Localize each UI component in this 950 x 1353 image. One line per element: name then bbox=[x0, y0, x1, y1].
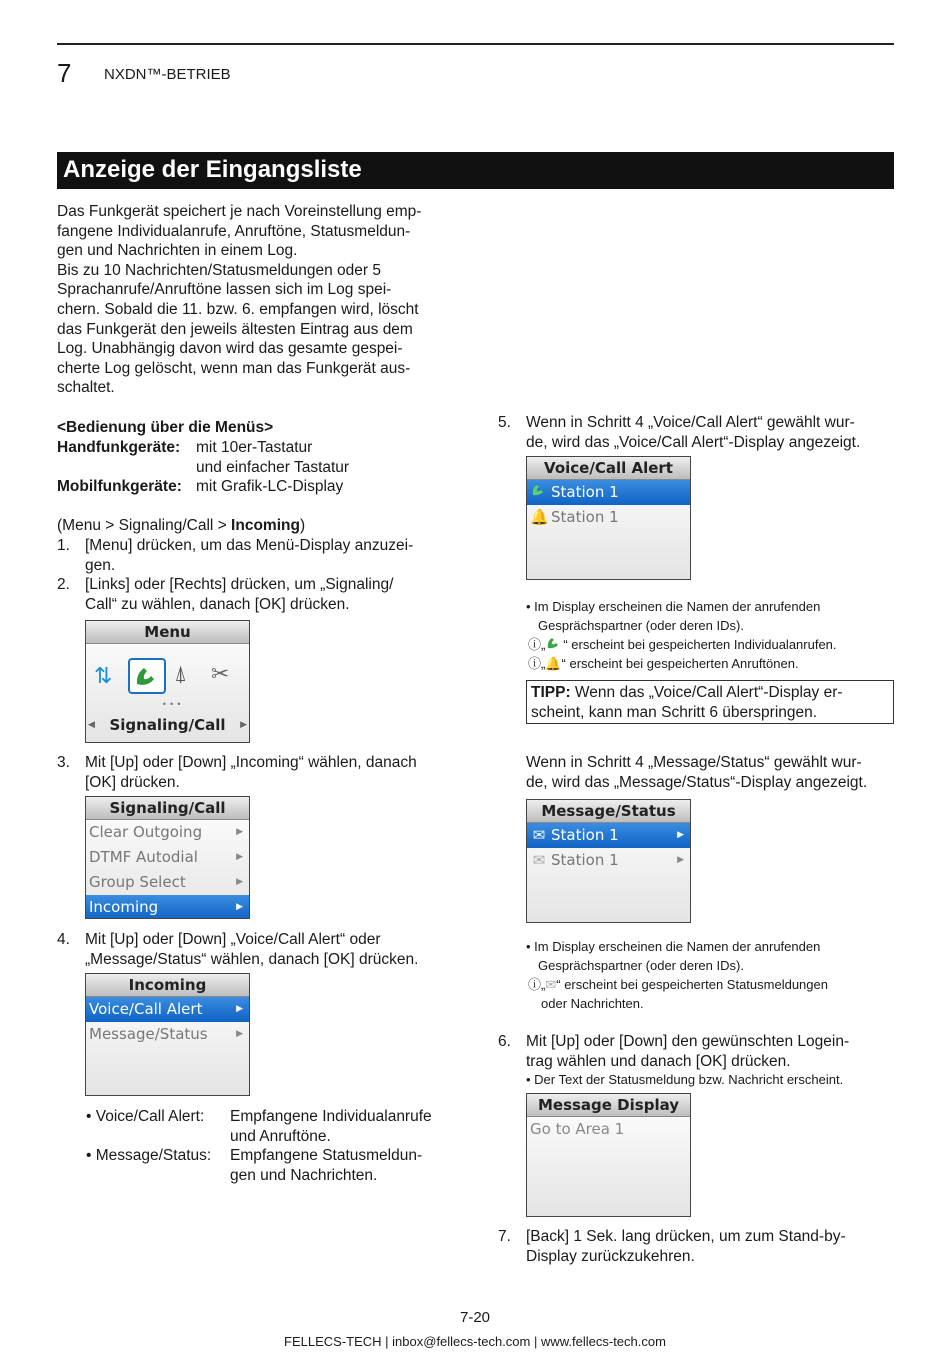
definition-term: • Message/Status: bbox=[86, 1147, 212, 1164]
intro-line: schaltet. bbox=[57, 379, 115, 397]
note-line: ⓘ„ “ erscheint bei gespeicherten Individualanrufen. bbox=[528, 635, 837, 655]
step-number: 3. bbox=[57, 754, 70, 771]
menu-op-heading: <Bedienung über die Menüs> bbox=[57, 419, 274, 436]
screen-title: Message Display bbox=[527, 1094, 690, 1117]
tip-label: TIPP: bbox=[531, 684, 571, 701]
list-item-selected: Station 1 bbox=[527, 480, 690, 505]
intro-line: chern. Sobald die 11. bzw. 6. empfangen wird, löscht bbox=[57, 300, 419, 318]
voice-call-alert-screen bbox=[526, 456, 691, 580]
intro-line: Sprachanrufe/Anruftöne lassen sich im Log spei- bbox=[57, 281, 392, 299]
note-bullet: • Im Display erscheinen die Namen der anrufenden Gesprächspartner (oder deren IDs). bbox=[526, 939, 821, 973]
definition-text: Empfangene Individualanrufe und Anruftöne. bbox=[230, 1108, 432, 1145]
step-text: Wenn in Schritt 4 „Message/Status“ gewählt wur- de, wird das „Message/Status“-Display angezeigt. bbox=[526, 754, 868, 791]
step-text: Mit [Up] oder [Down] „Incoming“ wählen, danach [OK] drücken. bbox=[85, 754, 417, 791]
step-text: [Links] oder [Rechts] drücken, um „Signaling/ Call“ zu wählen, danach [OK] drücken. bbox=[85, 576, 394, 613]
intro-line: Das Funkgerät speichert je nach Voreinstellung emp- bbox=[57, 203, 422, 220]
step-text: [Menu] drücken, um das Menü-Display anzuzei- gen. bbox=[85, 537, 414, 574]
message-text: Go to Area 1 bbox=[530, 1120, 625, 1138]
incoming-screen bbox=[85, 973, 250, 1096]
list-item: Clear Outgoing ▶ bbox=[86, 820, 249, 845]
note-bullet: • Der Text der Statusmeldung bzw. Nachricht erscheint. bbox=[526, 1072, 844, 1087]
step-number: 4. bbox=[57, 931, 70, 948]
info-icon: ⓘ„ bbox=[528, 656, 546, 671]
chevron-right-icon: ▶ bbox=[236, 1004, 243, 1014]
info-icon: ⓘ„ bbox=[528, 977, 546, 992]
step-text: Mit [Up] oder [Down] „Voice/Call Alert“ oder „Message/Status“ wählen, danach [OK] drücken. bbox=[85, 931, 419, 968]
right-arrow-icon: ▶ bbox=[240, 720, 247, 730]
menu-selected-label: Signaling/Call bbox=[109, 716, 226, 734]
list-item: Message/Status ▶ bbox=[86, 1022, 249, 1047]
intro-line: fangene Individualanrufe, Anruftöne, Statusmeldun- bbox=[57, 222, 411, 240]
list-item: Group Select ▶ bbox=[86, 870, 249, 895]
phone-icon bbox=[545, 636, 563, 655]
screen-title: Message/Status bbox=[527, 800, 690, 823]
section-banner bbox=[57, 152, 894, 189]
step-text: Mit [Up] oder [Down] den gewünschten Logein- trag wählen und danach [OK] drücken. bbox=[526, 1033, 850, 1070]
chevron-right-icon: ▶ bbox=[677, 830, 684, 840]
menu-footer bbox=[86, 714, 249, 740]
mobile-value: mit Grafik-LC-Display bbox=[196, 478, 344, 495]
step-number: 5. bbox=[498, 414, 511, 431]
menu-screen bbox=[85, 620, 250, 743]
chevron-right-icon: ▶ bbox=[677, 855, 684, 865]
note-line: ⓘ„✉“ erscheint bei gespeicherten Statusmeldungen oder Nachrichten. bbox=[528, 977, 828, 1011]
envelope-icon: ✉ bbox=[532, 826, 546, 844]
list-item-selected: ✉ Station 1 ▶ bbox=[527, 823, 690, 848]
phone-icon bbox=[128, 658, 166, 694]
chapter-number: 7 bbox=[57, 58, 72, 88]
screen-title: Voice/Call Alert bbox=[527, 457, 690, 480]
intro-line: Bis zu 10 Nachrichten/Statusmeldungen oder 5 bbox=[57, 261, 381, 279]
chevron-right-icon: ▶ bbox=[236, 852, 243, 862]
envelope-icon: ✉ bbox=[532, 851, 546, 869]
list-item-selected: Incoming ▶ bbox=[86, 895, 249, 919]
section-title: Anzeige der Eingangsliste bbox=[63, 156, 362, 183]
tools-icon: ✂ bbox=[211, 662, 230, 687]
intro-paragraph bbox=[57, 202, 447, 398]
intro-line: das Funkgerät den jeweils ältesten Eintrag aus dem bbox=[57, 320, 413, 338]
chevron-right-icon: ▶ bbox=[236, 1029, 243, 1039]
definition-term: • Voice/Call Alert: bbox=[86, 1108, 205, 1125]
list-item: 🔔 Station 1 bbox=[527, 505, 690, 530]
bell-icon: 🔔 bbox=[530, 508, 549, 526]
info-icon: ⓘ„ bbox=[528, 637, 546, 652]
hand-value: und einfacher Tastatur bbox=[196, 459, 350, 476]
footer-line: FELLECS-TECH | inbox@fellecs-tech.com | www.fellecs-tech.com bbox=[284, 1334, 666, 1349]
intro-line: cherte Log gelöscht, wenn man das Funkgerät aus- bbox=[57, 359, 411, 377]
hand-value: mit 10er-Tastatur bbox=[196, 439, 313, 456]
menu-path: (Menu > Signaling/Call > Incoming) bbox=[57, 517, 306, 534]
chapter-title: NXDN™-BETRIEB bbox=[104, 66, 231, 83]
antenna-icon: ⍋ bbox=[174, 662, 188, 687]
left-arrow-icon: ◀ bbox=[88, 720, 95, 730]
signaling-screen bbox=[85, 796, 250, 919]
definition-text: Empfangene Statusmeldun- gen und Nachrichten. bbox=[230, 1147, 423, 1184]
message-status-screen bbox=[526, 799, 691, 923]
tip-box: TIPP: Wenn das „Voice/Call Alert“-Display er- scheint, kann man Schritt 6 überspringen. bbox=[526, 680, 894, 724]
screen-title: Menu bbox=[86, 621, 249, 644]
note-line: ⓘ„🔔“ erscheint bei gespeicherten Anruftönen. bbox=[528, 656, 799, 671]
updown-arrows-icon: ⇅ bbox=[94, 664, 113, 689]
step-number: 7. bbox=[498, 1228, 511, 1245]
envelope-icon: ✉ bbox=[545, 977, 557, 992]
chevron-right-icon: ▶ bbox=[236, 902, 243, 912]
step-number: 1. bbox=[57, 537, 70, 554]
page-number: 7-20 bbox=[459, 1309, 491, 1326]
hand-label: Handfunkgeräte: bbox=[57, 439, 181, 456]
page-dots: • • • bbox=[162, 700, 182, 709]
step-number: 2. bbox=[57, 576, 70, 593]
chevron-right-icon: ▶ bbox=[236, 877, 243, 887]
tip-text: scheint, kann man Schritt 6 überspringen. bbox=[531, 704, 818, 721]
list-item: DTMF Autodial ▶ bbox=[86, 845, 249, 870]
step-text: Wenn in Schritt 4 „Voice/Call Alert“ gewählt wur- de, wird das „Voice/Call Alert“-Display angezeigt. bbox=[526, 414, 861, 451]
step-number: 6. bbox=[498, 1033, 511, 1050]
step-text: [Back] 1 Sek. lang drücken, um zum Stand-by- Display zurückzukehren. bbox=[526, 1228, 846, 1265]
note-bullet: • Im Display erscheinen die Namen der anrufenden Gesprächspartner (oder deren IDs). bbox=[526, 599, 821, 633]
screen-title: Incoming bbox=[86, 974, 249, 997]
screen-title: Signaling/Call bbox=[86, 797, 249, 820]
message-display-screen bbox=[526, 1093, 691, 1217]
chevron-right-icon: ▶ bbox=[236, 827, 243, 837]
intro-line: gen und Nachrichten in einem Log. bbox=[57, 242, 298, 260]
list-item-selected: Voice/Call Alert ▶ bbox=[86, 997, 249, 1022]
phone-icon bbox=[530, 480, 548, 505]
list-item: ✉ Station 1 ▶ bbox=[527, 848, 690, 873]
intro-line: Log. Unabhängig davon wird das gesamte gespei- bbox=[57, 340, 403, 358]
mobile-label: Mobilfunkgeräte: bbox=[57, 478, 182, 495]
header-rule bbox=[57, 43, 894, 45]
bell-icon: 🔔 bbox=[545, 656, 562, 671]
